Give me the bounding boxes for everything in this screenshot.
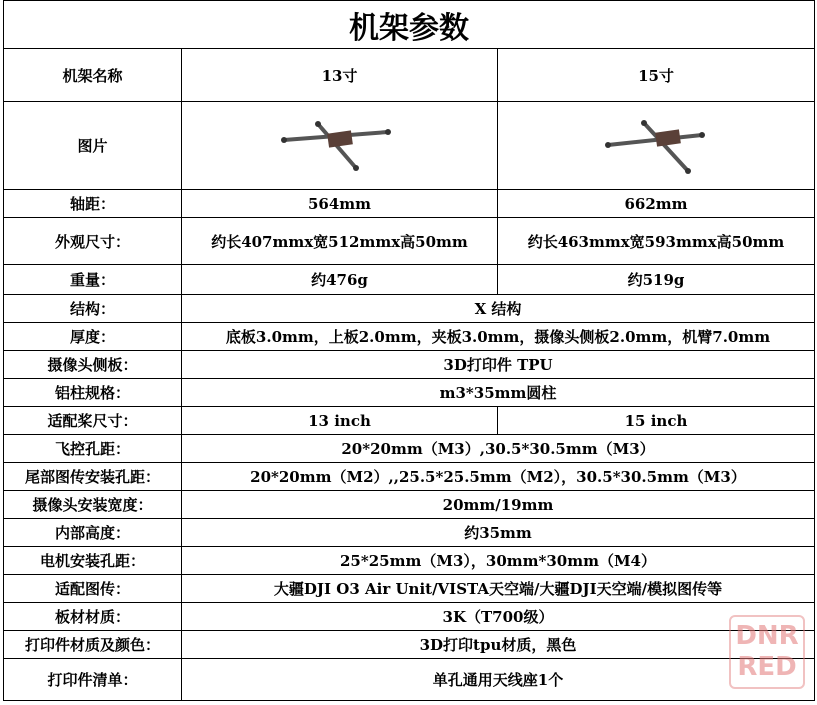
inner-height-label: 内部高度： (4, 519, 182, 547)
material-value: 3K（T700级） (182, 603, 815, 631)
dnr-red-watermark (729, 615, 805, 689)
standoff-label: 铝柱规格： (4, 379, 182, 407)
print-list-label: 打印件清单： (4, 659, 182, 701)
motor-holes-value: 25*25mm（M3），30mm*30mm（M4） (182, 547, 815, 575)
cam-width-label: 摄像头安装宽度： (4, 491, 182, 519)
table-title: 机架参数 (4, 1, 815, 49)
camera-side-plate-value: 3D打印件 TPU (182, 351, 815, 379)
wheelbase-15: 662mm (498, 190, 815, 218)
vtx-compat-value: 大疆DJI O3 Air Unit/VISTA天空端/大疆DJI天空端/模拟图传等 (182, 575, 815, 603)
wheelbase-label: 轴距： (4, 190, 182, 218)
fc-holes-value: 20*20mm（M3）,30.5*30.5mm（M3） (182, 435, 815, 463)
watermark-line-2: RED (737, 652, 797, 682)
structure-value: X 结构 (182, 295, 815, 323)
standoff-value: m3*35mm圆柱 (182, 379, 815, 407)
frame-name-15: 15寸 (498, 49, 815, 102)
vtx-compat-label: 适配图传： (4, 575, 182, 603)
watermark-line-1: DNR (735, 621, 799, 651)
thickness-label: 厚度： (4, 323, 182, 351)
prop-size-13: 13 inch (182, 407, 498, 435)
image-label: 图片 (4, 102, 182, 190)
weight-15: 约519g (498, 265, 815, 295)
frame-name-13: 13寸 (182, 49, 498, 102)
vtx-holes-value: 20*20mm（M2）,,25.5*25.5mm（M2），30.5*30.5mm（M3） (182, 463, 815, 491)
frame-spec-table (3, 0, 815, 701)
size-13: 约长407mmx宽512mmx高50mm (182, 218, 498, 265)
print-material-label: 打印件材质及颜色： (4, 631, 182, 659)
inner-height-value: 约35mm (182, 519, 815, 547)
wheelbase-13: 564mm (182, 190, 498, 218)
structure-label: 结构： (4, 295, 182, 323)
camera-side-plate-label: 摄像头侧板： (4, 351, 182, 379)
motor-holes-label: 电机安装孔距： (4, 547, 182, 575)
frame-name-label: 机架名称 (4, 49, 182, 102)
size-15: 约长463mmx宽593mmx高50mm (498, 218, 815, 265)
size-label: 外观尺寸： (4, 218, 182, 265)
weight-13: 约476g (182, 265, 498, 295)
frame-image-15 (498, 102, 815, 190)
vtx-holes-label: 尾部图传安装孔距： (4, 463, 182, 491)
frame-image-13 (182, 102, 498, 190)
cam-width-value: 20mm/19mm (182, 491, 815, 519)
weight-label: 重量： (4, 265, 182, 295)
material-label: 板材材质： (4, 603, 182, 631)
print-material-value: 3D打印tpu材质，黑色 (182, 631, 815, 659)
fc-holes-label: 飞控孔距： (4, 435, 182, 463)
prop-size-15: 15 inch (498, 407, 815, 435)
prop-size-label: 适配桨尺寸： (4, 407, 182, 435)
thickness-value: 底板3.0mm，上板2.0mm，夹板3.0mm，摄像头侧板2.0mm，机臂7.0mm (182, 323, 815, 351)
drone-frame-icon (604, 115, 708, 177)
print-list-value: 单孔通用天线座1个 (182, 659, 815, 701)
drone-frame-icon (278, 118, 402, 174)
